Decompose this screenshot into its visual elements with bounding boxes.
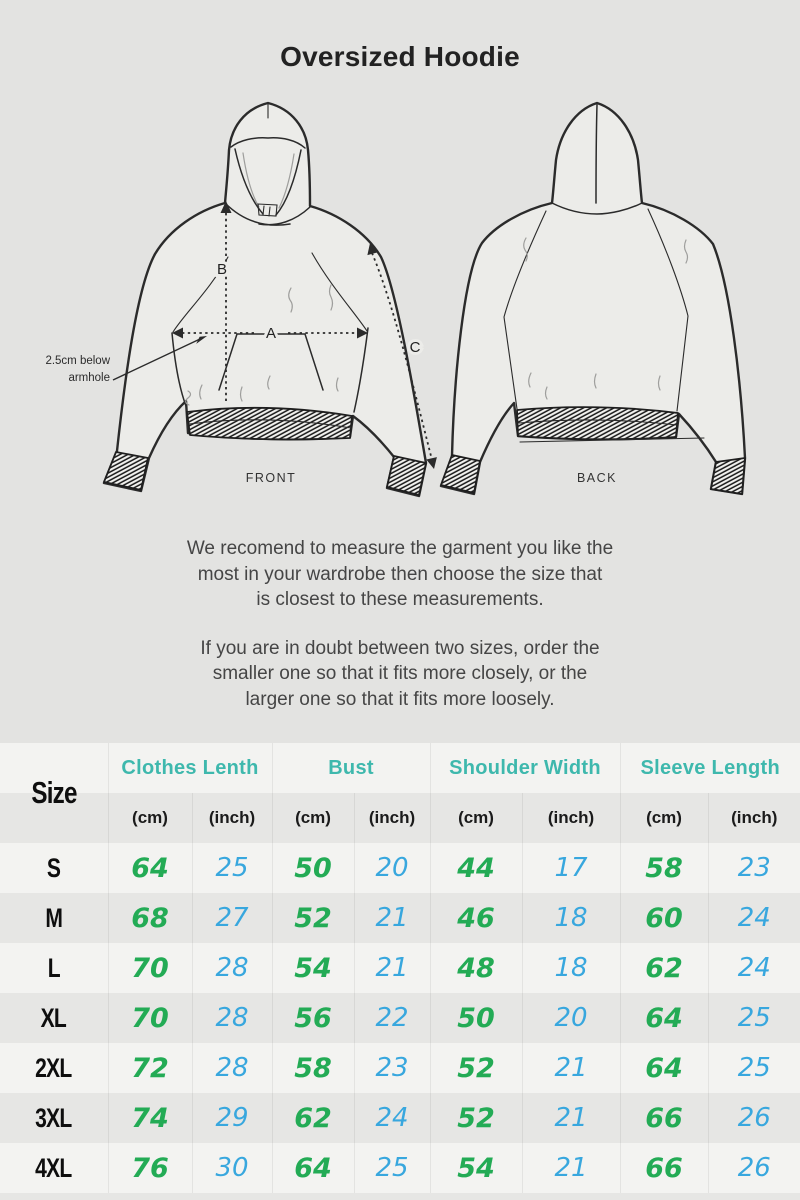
- cell-cm: 74: [108, 1093, 192, 1143]
- cell-cm: 64: [620, 1043, 708, 1093]
- measure-c-label: C: [409, 339, 421, 356]
- unit-header-inch: (inch): [708, 793, 800, 843]
- cell-inch: 28: [192, 943, 272, 993]
- size-label-text: XL: [41, 1002, 67, 1033]
- size-label: [0, 1143, 108, 1193]
- armhole-note-line1: 2.5cm below: [45, 355, 110, 367]
- cell-inch: 25: [192, 843, 272, 893]
- cell-inch: 27: [192, 893, 272, 943]
- cell-cm: 52: [272, 893, 354, 943]
- cell-cm: 46: [430, 893, 522, 943]
- cell-cm: 52: [430, 1043, 522, 1093]
- cell-cm: 54: [430, 1143, 522, 1193]
- size-label: [0, 943, 108, 993]
- sizing-instructions: [0, 536, 800, 712]
- unit-header-inch: (inch): [354, 793, 430, 843]
- cell-cm: 64: [620, 993, 708, 1043]
- table-row-l: [0, 943, 800, 993]
- hoodie-diagram-svg: [0, 85, 800, 505]
- size-label-text: S: [47, 852, 61, 883]
- cell-inch: 21: [522, 1143, 620, 1193]
- cell-inch: 25: [708, 1043, 800, 1093]
- cell-inch: 26: [708, 1143, 800, 1193]
- front-view-label: FRONT: [245, 471, 297, 485]
- column-group-clothes-length: Clothes Lenth: [108, 743, 272, 793]
- cell-inch: 24: [708, 893, 800, 943]
- cell-cm: 76: [108, 1143, 192, 1193]
- cell-inch: 20: [354, 843, 430, 893]
- cell-inch: 21: [354, 893, 430, 943]
- size-header-label: Size: [31, 775, 77, 810]
- hoodie-measurement-diagram: [0, 85, 800, 505]
- size-label: [0, 893, 108, 943]
- cell-inch: 30: [192, 1143, 272, 1193]
- back-view-label: BACK: [576, 471, 618, 485]
- size-label: [0, 993, 108, 1043]
- unit-header-inch: (inch): [522, 793, 620, 843]
- cell-inch: 29: [192, 1093, 272, 1143]
- instruction-line: is closest to these measurements.: [256, 589, 544, 610]
- cell-inch: 25: [354, 1143, 430, 1193]
- size-label-text: M: [45, 902, 63, 933]
- unit-header-inch: (inch): [192, 793, 272, 843]
- cell-inch: 21: [522, 1043, 620, 1093]
- back-right-cuff-rib: [711, 458, 745, 494]
- instruction-paragraph-2: [0, 636, 800, 713]
- measure-b-label: B: [216, 261, 228, 278]
- cell-cm: 72: [108, 1043, 192, 1093]
- cell-cm: 70: [108, 943, 192, 993]
- column-group-shoulder-width: Shoulder Width: [430, 743, 620, 793]
- cell-inch: 23: [708, 843, 800, 893]
- table-row-s: [0, 843, 800, 893]
- cell-inch: 18: [522, 893, 620, 943]
- cell-cm: 54: [272, 943, 354, 993]
- cell-cm: 68: [108, 893, 192, 943]
- cell-cm: 44: [430, 843, 522, 893]
- cell-cm: 48: [430, 943, 522, 993]
- cell-inch: 28: [192, 993, 272, 1043]
- column-group-sleeve-length: Sleeve Length: [620, 743, 800, 793]
- unit-header-cm: (cm): [108, 793, 192, 843]
- cell-inch: 28: [192, 1043, 272, 1093]
- cell-inch: 20: [522, 993, 620, 1043]
- instruction-line: If you are in doubt between two sizes, order the: [200, 637, 600, 659]
- cell-cm: 50: [430, 993, 522, 1043]
- cell-inch: 24: [354, 1093, 430, 1143]
- front-hoodie-drawing: [45, 103, 436, 496]
- cell-cm: 56: [272, 993, 354, 1043]
- cell-cm: 64: [108, 843, 192, 893]
- cell-cm: 52: [430, 1093, 522, 1143]
- table-row-2xl: [0, 1043, 800, 1093]
- unit-header-cm: (cm): [620, 793, 708, 843]
- cell-cm: 66: [620, 1143, 708, 1193]
- cell-inch: 23: [354, 1043, 430, 1093]
- column-group-bust: Bust: [272, 743, 430, 793]
- size-label-text: 2XL: [35, 1052, 72, 1083]
- bottom-divider: [0, 1193, 800, 1200]
- measure-a-label: A: [265, 325, 277, 342]
- cell-cm: 60: [620, 893, 708, 943]
- size-label: [0, 1093, 108, 1143]
- instruction-line: larger one so that it fits more loosely.: [245, 688, 555, 710]
- cell-cm: 62: [272, 1093, 354, 1143]
- cell-inch: 22: [354, 993, 430, 1043]
- size-table: [0, 743, 800, 1193]
- size-table-section: [0, 743, 800, 1193]
- size-label-text: L: [47, 952, 60, 983]
- size-label: [0, 1043, 108, 1093]
- cell-cm: 64: [272, 1143, 354, 1193]
- size-column-header: [0, 743, 108, 843]
- size-label-text: 4XL: [35, 1152, 72, 1183]
- instruction-paragraph-1: [0, 536, 800, 613]
- cell-cm: 58: [620, 843, 708, 893]
- size-label: [0, 843, 108, 893]
- cell-inch: 25: [708, 993, 800, 1043]
- unit-header-cm: (cm): [272, 793, 354, 843]
- cell-inch: 21: [354, 943, 430, 993]
- cell-cm: 66: [620, 1093, 708, 1143]
- front-hem-rib: [187, 408, 352, 440]
- table-row-m: [0, 893, 800, 943]
- armhole-note-line2: armhole: [68, 372, 110, 384]
- back-left-cuff-rib: [441, 455, 480, 493]
- table-row-xl: [0, 993, 800, 1043]
- instruction-line: most in your wardrobe then choose the size that: [197, 563, 603, 585]
- cell-inch: 17: [522, 843, 620, 893]
- back-hoodie-drawing: [441, 103, 745, 494]
- cell-inch: 24: [708, 943, 800, 993]
- instruction-line: We recomend to measure the garment you like the: [186, 538, 614, 559]
- cell-inch: 21: [522, 1093, 620, 1143]
- instruction-line: smaller one so that it fits more closely, or the: [212, 663, 588, 684]
- front-left-cuff-rib: [104, 452, 148, 490]
- cell-cm: 50: [272, 843, 354, 893]
- front-right-cuff-rib: [387, 456, 426, 495]
- cell-cm: 70: [108, 993, 192, 1043]
- cell-inch: 26: [708, 1093, 800, 1143]
- size-label-text: 3XL: [35, 1102, 72, 1133]
- table-row-3xl: [0, 1093, 800, 1143]
- page-title: Oversized Hoodie: [280, 40, 520, 72]
- table-row-4xl: [0, 1143, 800, 1193]
- cell-cm: 58: [272, 1043, 354, 1093]
- cell-inch: 18: [522, 943, 620, 993]
- unit-header-cm: (cm): [430, 793, 522, 843]
- cell-cm: 62: [620, 943, 708, 993]
